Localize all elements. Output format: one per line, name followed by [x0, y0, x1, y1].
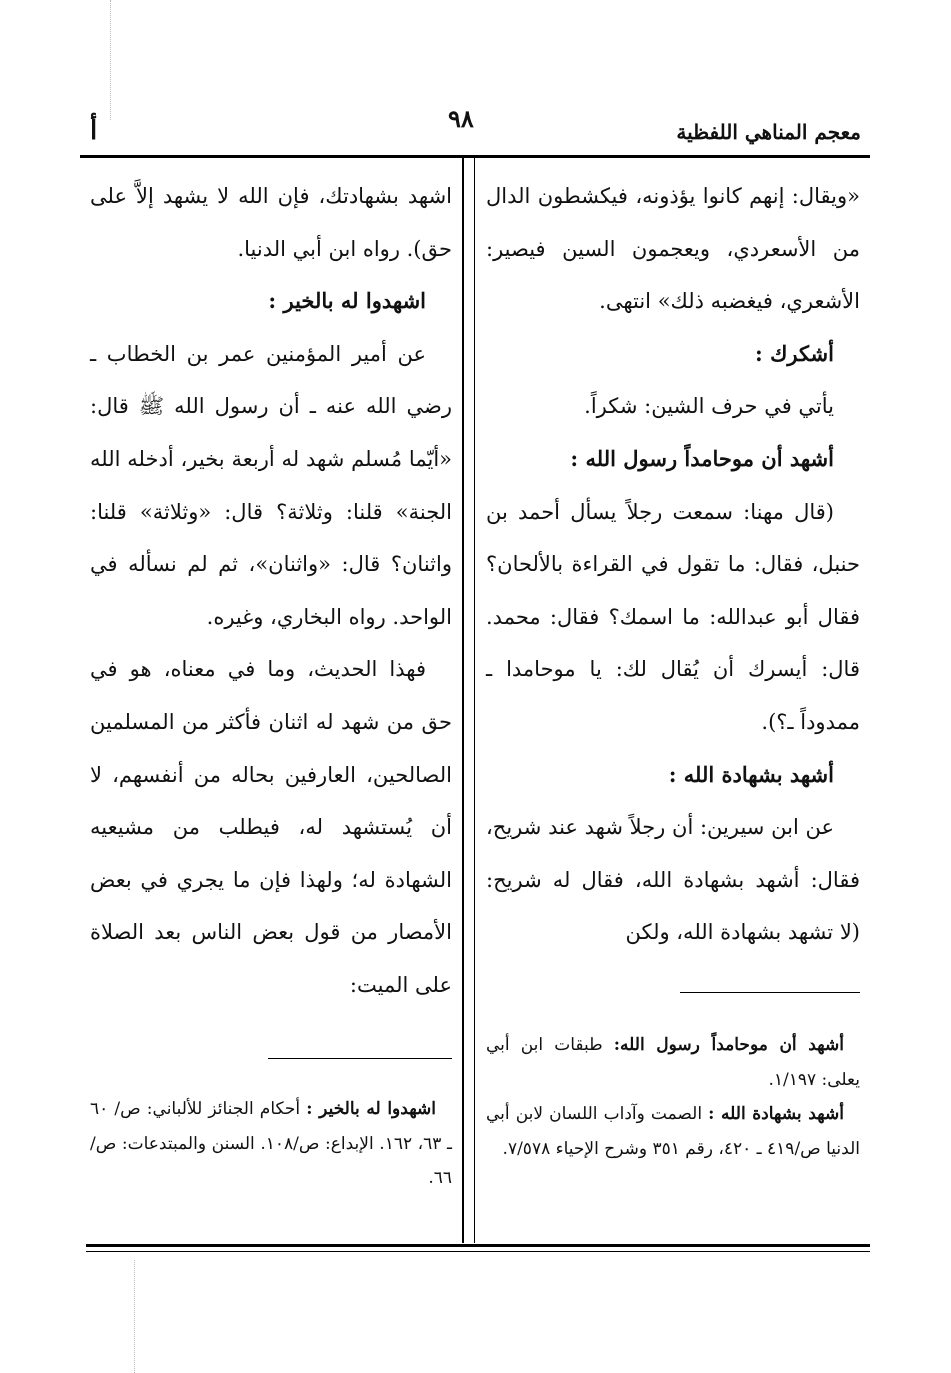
right-column: [486, 170, 860, 959]
column-separator: [462, 158, 464, 1243]
column-separator-thin: [474, 158, 475, 1243]
cross-reference: يأتي في حرف الشين: شكراً.: [584, 394, 834, 419]
header-rule: [80, 155, 870, 158]
footnotes-left: [90, 1092, 452, 1196]
entry-heading-shahada: أشهد بشهادة الله :: [668, 761, 834, 787]
bottom-rule-thin: [86, 1251, 870, 1252]
narration-paragraph: (قال مهنا: سمعت رجلاً يسأل أحمد بن حنبل، فقال: ما تقول في القراءة بالألحان؟ فقال أبو عبدالله: ما اسمك؟ فقال: محمد. قال: أيسرك أن يُقال لك: يا موحامدا ـ ممدوداً ـ؟).: [486, 499, 860, 734]
footnote: اشهدوا له بالخير : أحكام الجنائز للألباني: ص/ ٦٠ ـ ٦٣، ١٦٢. الإبداع: ص/١٠٨. السنن والمبتدعات: ص/ ٦٦.: [90, 1099, 453, 1188]
footnote: أشهد بشهادة الله : الصمت وآداب اللسان لابن أبي الدنيا ص/٤١٩ ـ ٤٢٠، رقم ٣٥١ وشرح الإحياء ٧/٥٧٨.: [486, 1104, 860, 1159]
commentary-paragraph: فهذا الحديث، وما في معناه، هو في حق من شهد له اثنان فأكثر من المسلمين الصالحين، العارفين بحاله من أنفسهم، لا أن يُستشهد له، فيطلب من مشيعيه الشهادة له؛ ولهذا فإن ما يجري في بعض الأمصار من قول بعض الناس بعد الصلاة على الميت:: [90, 657, 452, 997]
left-column: [90, 170, 452, 1012]
entry-heading-ashkuruk: أشكرك :: [755, 340, 834, 366]
narration-paragraph: عن ابن سيرين: أن رجلاً شهد عند شريح، فقال: أشهد بشهادة الله، فقال له شريح: (لا تشهد بشهادة الله، ولكن: [486, 815, 860, 945]
scan-artifact: [134, 1260, 136, 1373]
page-number: ٩٨: [448, 104, 474, 133]
scan-artifact: [110, 0, 112, 120]
entry-heading-muhamidan: أشهد أن موحامداً رسول الله :: [570, 445, 834, 471]
quote-paragraph: «ويقال: إنهم كانوا يؤذونه، فيكشطون الدال من الأسعردي، ويعجمون السين فيصير: الأشعري، فيغضبه ذلك» انتهى.: [486, 184, 860, 314]
bottom-rule: [86, 1244, 870, 1247]
footnote-rule-left: [268, 1058, 452, 1059]
footnotes-right: [486, 1028, 860, 1166]
hadith-paragraph: عن أمير المؤمنين عمر بن الخطاب ـ رضي الله عنه ـ أن رسول الله ﷺ قال: «أيّما مُسلم شهد له أربعة بخير، أدخله الله الجنة» قلنا: وثلاثة؟ قال: «وثلاثة» قلنا: واثنان؟ قال: «واثنان»، ثم لم نسأله في الواحد. رواه البخاري، وغيره.: [90, 341, 452, 629]
entry-heading-ishhadu: اشهدوا له بالخير :: [268, 288, 426, 314]
continued-paragraph: اشهد بشهادتك، فإن الله لا يشهد إلاَّ على حق). رواه ابن أبي الدنيا.: [90, 184, 452, 261]
footnote-rule-right: [680, 992, 860, 993]
footnote: أشهد أن موحامداً رسول الله: طبقات ابن أبي يعلى: ١/١٩٧.: [486, 1035, 860, 1090]
column-letter: أ: [90, 116, 98, 146]
running-title: معجم المناهي اللفظية: [676, 120, 861, 144]
